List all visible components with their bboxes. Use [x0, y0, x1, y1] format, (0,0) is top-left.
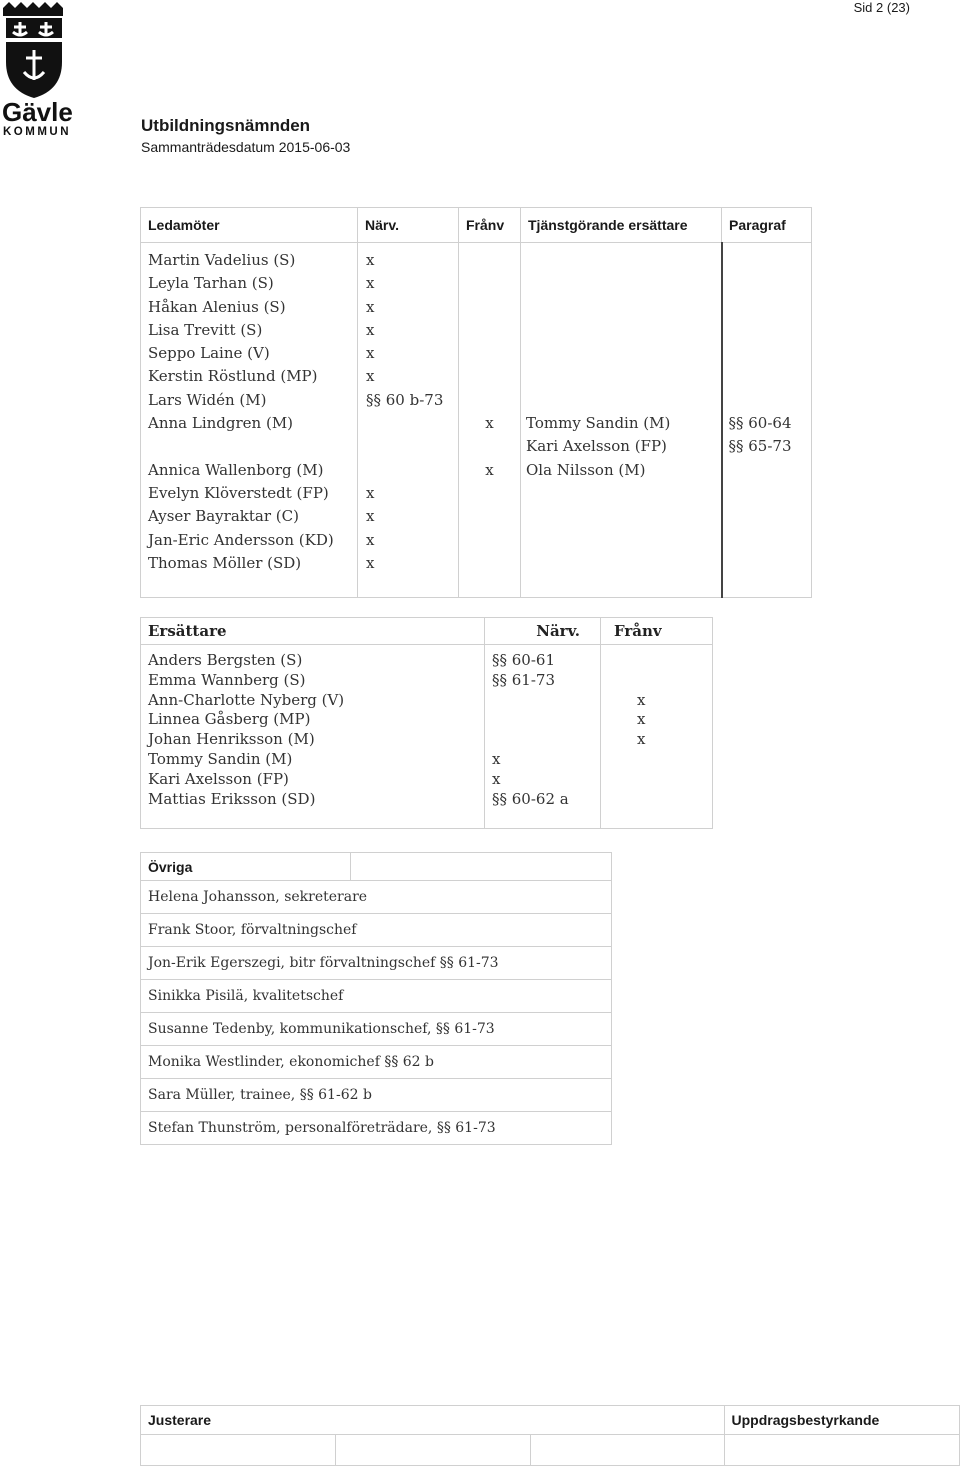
substitute-franv	[637, 671, 712, 691]
substitutes-table	[140, 617, 713, 829]
member-narv: x	[366, 274, 375, 293]
substitute-name: Mattias Eriksson (SD)	[148, 789, 316, 808]
others-entry: Sinikka Pisilä, kvalitetschef	[141, 980, 612, 1013]
member-name: Kerstin Röstlund (MP)	[148, 367, 318, 386]
member-substitute	[526, 482, 721, 505]
member-franv	[459, 296, 520, 319]
others-entry: Sara Müller, trainee, §§ 61-62 b	[141, 1079, 612, 1112]
members-table	[140, 207, 812, 598]
others-entry: Helena Johansson, sekreterare	[141, 881, 612, 914]
member-narv: x	[366, 344, 375, 363]
member-franv: x	[485, 460, 494, 479]
substitute-name: Kari Axelsson (FP)	[148, 769, 289, 788]
substitutes-header: Ersättare	[141, 618, 485, 645]
member-paragraph	[729, 249, 812, 272]
member-narv: x	[366, 507, 375, 526]
member-paragraph: §§ 60-64	[728, 414, 792, 433]
others-row	[141, 1079, 612, 1112]
members-subst-column	[521, 243, 722, 598]
member-narv	[366, 435, 458, 458]
member-name: Evelyn Klöverstedt (FP)	[148, 483, 329, 502]
member-name: Lars Widén (M)	[148, 390, 267, 409]
signature-box-certify	[724, 1435, 960, 1466]
member-name: Jan-Eric Andersson (KD)	[148, 530, 334, 549]
others-row	[141, 914, 612, 947]
member-paragraph: §§ 65-73	[728, 437, 792, 456]
members-name-column	[141, 243, 358, 598]
signature-box-1	[141, 1435, 336, 1466]
page-number: Sid 2 (23)	[853, 0, 910, 15]
others-header: Övriga	[141, 853, 351, 881]
uppdragsbestyrkande-header: Uppdragsbestyrkande	[724, 1406, 960, 1435]
substitute-name: Linnea Gåsberg (MP)	[148, 710, 311, 729]
others-row	[141, 980, 612, 1013]
member-substitute	[526, 552, 721, 575]
justerare-header: Justerare	[141, 1406, 725, 1435]
signature-box-2	[336, 1435, 531, 1466]
member-paragraph	[729, 482, 812, 505]
signature-table	[140, 1405, 960, 1466]
members-narv-column	[358, 243, 459, 598]
substitute-franv: x	[637, 710, 646, 729]
member-substitute	[526, 505, 721, 528]
member-franv	[459, 389, 520, 412]
members-franv-column	[459, 243, 521, 598]
member-narv: x	[366, 297, 375, 316]
member-substitute	[526, 389, 721, 412]
member-franv: x	[485, 414, 494, 433]
substitute-name: Anders Bergsten (S)	[148, 651, 303, 669]
substitute-franv: x	[637, 730, 646, 749]
member-name: Anna Lindgren (M)	[148, 414, 294, 433]
member-narv: §§ 60 b-73	[366, 390, 444, 409]
member-franv	[459, 529, 520, 552]
member-name: Annica Wallenborg (M)	[148, 460, 324, 479]
members-para-column	[722, 243, 812, 598]
substitute-franv: x	[637, 690, 646, 709]
member-narv: x	[366, 367, 375, 386]
substitute-franv	[637, 750, 712, 770]
member-name: Thomas Möller (SD)	[148, 553, 302, 572]
member-substitute: Tommy Sandin (M)	[526, 414, 671, 433]
substitute-narv: §§ 61-73	[492, 670, 556, 689]
member-paragraph	[729, 389, 812, 412]
members-header: Ledamöter	[141, 208, 358, 243]
sub-franv-column	[601, 645, 713, 829]
member-substitute	[526, 319, 721, 342]
member-franv	[459, 272, 520, 295]
member-narv	[366, 412, 458, 435]
substitute-narv: x	[492, 749, 501, 768]
member-narv	[366, 459, 458, 482]
substitute-narv: x	[492, 769, 501, 788]
member-paragraph	[729, 365, 812, 388]
narv-header: Närv.	[358, 208, 459, 243]
member-substitute: Ola Nilsson (M)	[526, 460, 646, 479]
member-franv	[459, 249, 520, 272]
member-name: Ayser Bayraktar (C)	[148, 507, 299, 526]
member-paragraph	[729, 459, 812, 482]
member-paragraph	[729, 296, 812, 319]
logo-sub-text: KOMMUN	[3, 126, 72, 138]
coat-of-arms-icon	[0, 0, 80, 140]
sub-narv-header: Närv.	[485, 618, 601, 645]
others-row	[141, 1013, 612, 1046]
sub-narv-column	[485, 645, 601, 829]
member-substitute	[526, 365, 721, 388]
substitute-narv	[492, 710, 600, 730]
member-substitute: Kari Axelsson (FP)	[526, 437, 667, 456]
member-franv	[459, 552, 520, 575]
substitute-name: Ann-Charlotte Nyberg (V)	[148, 690, 345, 709]
substitute-name: Emma Wannberg (S)	[148, 670, 306, 689]
substitute-narv: §§ 60-61	[492, 651, 556, 669]
others-entry: Susanne Tedenby, kommunikationschef, §§ 61-73	[141, 1013, 612, 1046]
substitute-franv	[637, 651, 712, 671]
sub-name-column	[141, 645, 485, 829]
substitute-name: Tommy Sandin (M)	[148, 749, 293, 768]
others-entry: Jon-Erik Egerszegi, bitr förvaltningschef §§ 61-73	[141, 947, 612, 980]
substitute-franv	[637, 790, 712, 810]
others-entry: Stefan Thunström, personalföreträdare, §§ 61-73	[141, 1112, 612, 1145]
member-narv: x	[366, 553, 375, 572]
member-franv	[459, 435, 520, 458]
member-narv: x	[366, 251, 375, 269]
member-substitute	[526, 529, 721, 552]
member-narv: x	[366, 320, 375, 339]
member-narv: x	[366, 530, 375, 549]
others-entry: Monika Westlinder, ekonomichef §§ 62 b	[141, 1046, 612, 1079]
member-franv	[459, 342, 520, 365]
others-row	[141, 1046, 612, 1079]
others-entry: Frank Stoor, förvaltningschef	[141, 914, 612, 947]
member-name: Martin Vadelius (S)	[148, 251, 296, 269]
others-row	[141, 881, 612, 914]
member-name: Lisa Trevitt (S)	[148, 320, 263, 339]
sub-franv-header: Frånv	[601, 618, 713, 645]
others-row	[141, 1112, 612, 1145]
member-paragraph	[729, 342, 812, 365]
subst-header: Tjänstgörande ersättare	[521, 208, 722, 243]
franv-header: Frånv	[459, 208, 521, 243]
member-substitute	[526, 342, 721, 365]
member-franv	[459, 505, 520, 528]
member-substitute	[526, 272, 721, 295]
member-name: Håkan Alenius (S)	[148, 297, 286, 316]
substitute-narv	[492, 691, 600, 711]
member-paragraph	[729, 272, 812, 295]
member-substitute	[526, 249, 721, 272]
others-row	[141, 947, 612, 980]
member-paragraph	[729, 529, 812, 552]
member-name: Leyla Tarhan (S)	[148, 274, 274, 293]
others-header-empty	[351, 853, 612, 881]
para-header: Paragraf	[722, 208, 812, 243]
member-name: Seppo Laine (V)	[148, 344, 270, 363]
member-paragraph	[729, 319, 812, 342]
member-substitute	[526, 296, 721, 319]
substitute-franv	[637, 770, 712, 790]
gavle-kommun-logo	[0, 0, 80, 140]
member-franv	[459, 365, 520, 388]
signature-box-3	[531, 1435, 724, 1466]
logo-name-text: Gävle	[2, 97, 73, 127]
member-franv	[459, 319, 520, 342]
member-franv	[459, 482, 520, 505]
member-paragraph	[729, 552, 812, 575]
member-narv: x	[366, 483, 375, 502]
member-name	[148, 435, 357, 458]
substitute-name: Johan Henriksson (M)	[148, 730, 315, 749]
substitute-narv	[492, 730, 600, 750]
org-name: Utbildningsnämnden	[141, 116, 311, 135]
substitute-narv: §§ 60-62 a	[492, 789, 569, 808]
others-table	[140, 852, 612, 1145]
meeting-date: Sammanträdesdatum 2015-06-03	[141, 139, 351, 155]
member-paragraph	[729, 505, 812, 528]
